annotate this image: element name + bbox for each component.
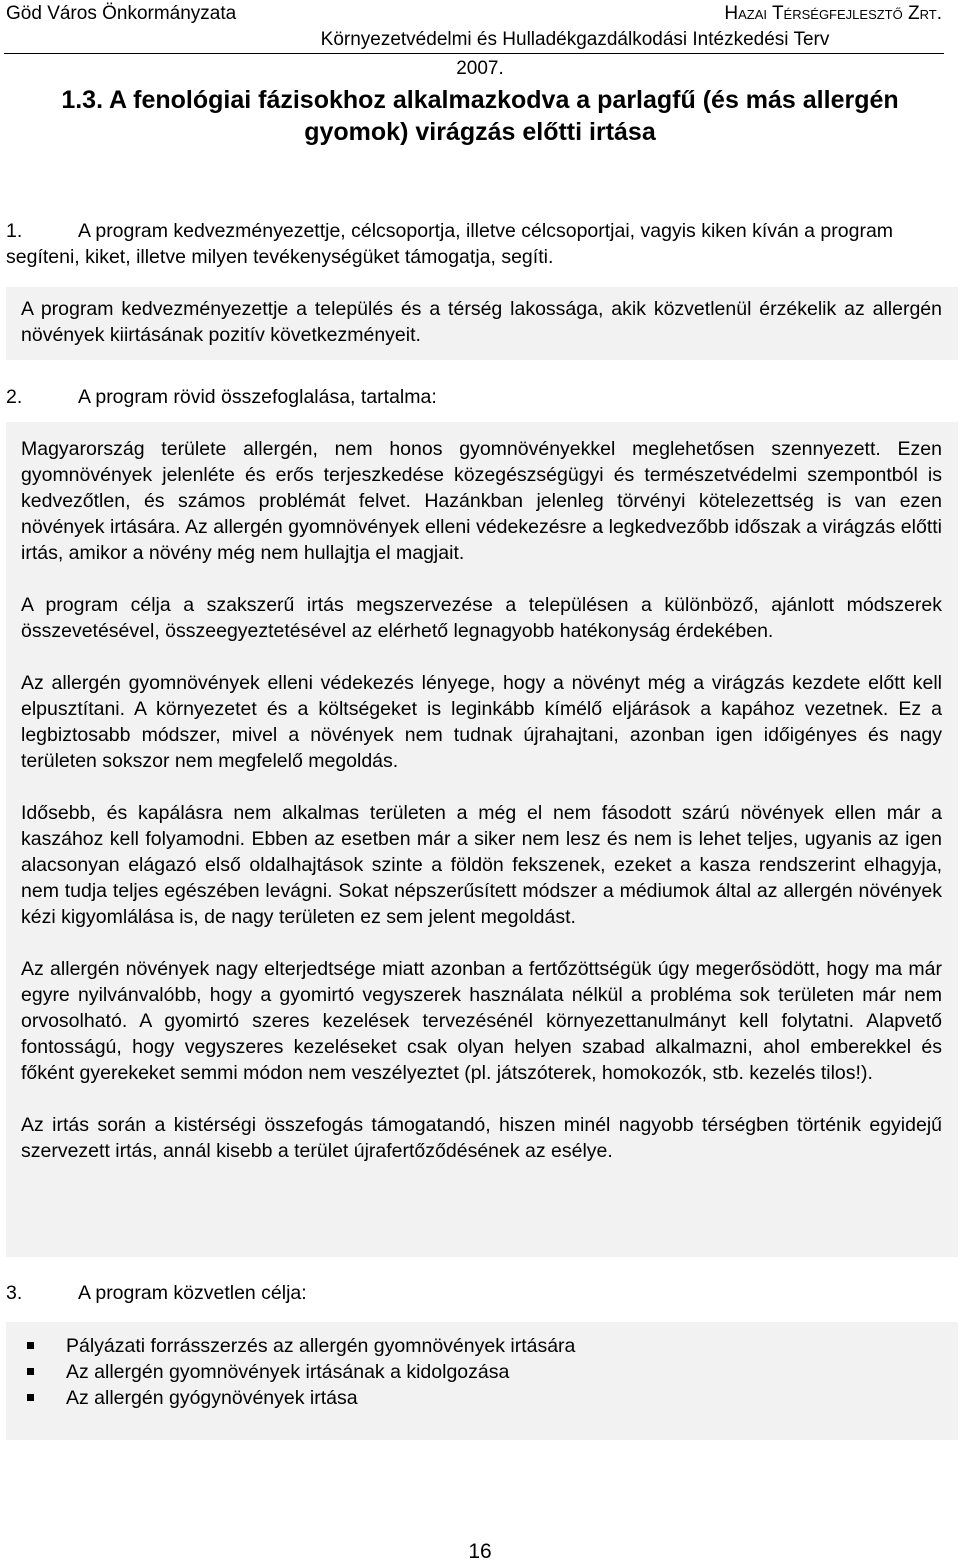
question-1 — [6, 218, 944, 270]
page-number: 16 — [468, 1540, 492, 1563]
list-item: Az allergén gyomnövények irtásának a kidolgozása — [24, 1359, 942, 1385]
answer-1-paragraph: A program kedvezményezettje a település és a térség lakossága, akik közvetlenül érzékelik az allergén növények kiirtásának pozitív következményeit. — [21, 298, 942, 346]
answer-1-box — [6, 287, 958, 360]
header-organization: Göd Város Önkormányzata — [6, 3, 237, 24]
list-item: Az allergén gyógynövények irtása — [24, 1385, 942, 1411]
question-1-number: 1. — [6, 220, 23, 242]
answer-2-paragraph-5: Az allergén növények nagy elterjedtsége miatt azonban a fertőzöttségük úgy megerősödött, hogy ma már egyre nyilvánvalóbb, hogy a gyomirtó vegyszerek használata nélkül a probléma sok területen már nem orvosolható. A gyomirtó szeres kezelések tervezésénél környezettanulmányt kell folytatni. Alapvető fontosságú, hogy vegyszeres kezeléseket csak olyan helyen szabad alkalmazni, ahol emberekkel és főként gyerekeket semmi módon nem veszélyeztet (pl. játszóterek, homokozók, stb. kezelés tilos!). — [21, 958, 942, 1084]
goal-list — [24, 1333, 942, 1411]
header-company: Hazai Térségfejlesztő Zrt. — [724, 3, 942, 24]
answer-3-box — [6, 1322, 958, 1440]
answer-2-paragraph-3: Az allergén gyomnövények elleni védekezés lényege, hogy a növényt még a virágzás kezdete előtt kell elpusztítani. A környezetet és a költségeket is leginkább kímélő eljárások a kapához vezetnek. Ez a legbiztosabb módszer, mivel a növények nem tudnak újrahajtani, azonban igen időigényes és nagy területen sokszor nem megfelelő megoldás. — [21, 672, 942, 772]
header-year: 2007. — [456, 58, 504, 79]
answer-2-paragraph-4: Idősebb, és kapálásra nem alkalmas területen a még el nem fásodott szárú növények ellen már a kaszához kell folyamodni. Ebben az esetben már a siker nem lesz és nem is lehet teljes, ugyanis az igen alacsonyan elágazó első oldalhajtások szinte a földön fekszenek, ezeket a kasza rendszerint elhagyja, nem tudja teljes egészében levágni. Sokat népszerűsített módszer a médiumok által az allergén növények kézi kigyomlálása is, de nagy területen ez sem jelent megoldást. — [21, 802, 942, 928]
header-document-title: Környezetvédelmi és Hulladékgazdálkodási Intézkedési Terv — [320, 29, 830, 50]
bullet-square-icon — [27, 1368, 34, 1375]
bullet-square-icon — [27, 1342, 34, 1349]
question-2-number: 2. — [6, 386, 23, 408]
answer-2-paragraph-6: Az irtás során a kistérségi összefogás támogatandó, hiszen minél nagyobb térségben történik egyidejű szervezett irtás, annál kisebb a terület újrafertőződésének az esélye. — [21, 1114, 942, 1162]
question-2-text: A program rövid összefoglalása, tartalma: — [78, 386, 437, 408]
answer-2-paragraph-2: A program célja a szakszerű irtás megszervezése a településen a különböző, ajánlott módszerek összevetésével, összeegyeztetésével az elérhető legnagyobb hatékonyság érdekében. — [21, 594, 942, 642]
answer-2-box — [6, 422, 958, 1257]
answer-2-paragraph-1: Magyarország területe allergén, nem honos gyomnövényekkel meglehetősen szennyezett. Ezen gyomnövények jelenléte és erős terjeszkedése közegészségügyi és természetvédelmi szempontból is kedvezőtlen, és számos problémát felvet. Hazánkban jelenleg törvényi kötelezettség is van ezen növények irtására. Az allergén gyomnövények elleni védekezésre a legkedvezőbb időszak a virágzás előtti irtás, amikor a növény még nem hullajtja el magjait. — [21, 438, 942, 564]
list-item: Pályázati forrásszerzés az allergén gyomnövények irtására — [24, 1333, 942, 1359]
section-title: 1.3. A fenológiai fázisokhoz alkalmazkodva a parlagfű (és más allergén gyomok) virágzás előtti irtása — [61, 86, 899, 146]
question-3 — [6, 1280, 944, 1306]
bullet-square-icon — [27, 1394, 34, 1401]
question-3-text: A program közvetlen célja: — [78, 1282, 307, 1304]
header-divider — [4, 53, 944, 54]
question-2 — [6, 384, 944, 410]
question-3-number: 3. — [6, 1282, 23, 1304]
question-1-text: A program kedvezményezettje, célcsoportja, illetve célcsoportjai, vagyis kiken kíván a program segíteni, kiket, illetve milyen tevékenységüket támogatja, segíti. — [6, 220, 894, 268]
